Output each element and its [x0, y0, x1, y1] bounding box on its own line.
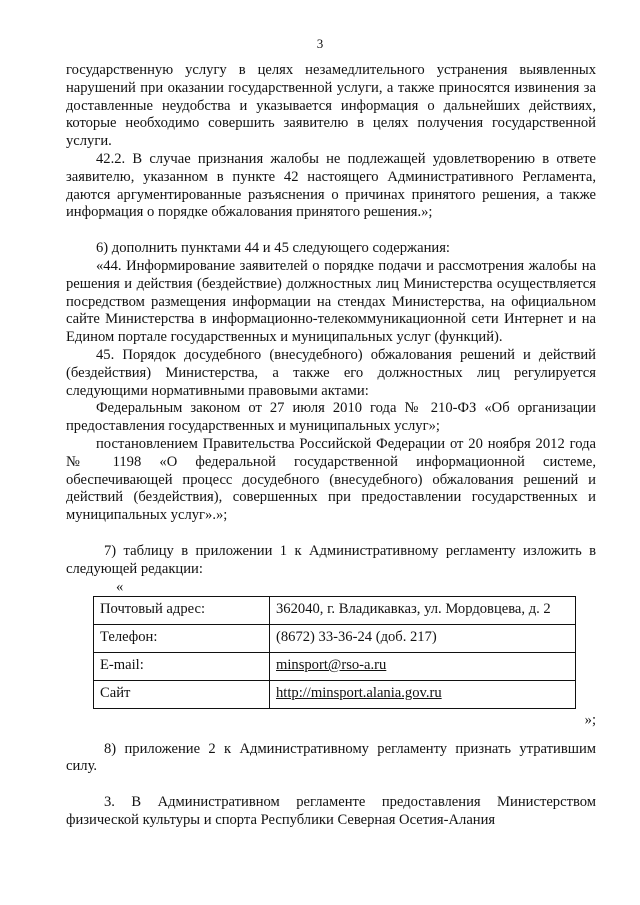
- paragraph-item-7: 7) таблицу в приложении 1 к Административному регламенту изложить в следующей редакции:: [66, 542, 596, 577]
- paragraph-government-resolution: постановлением Правительства Российской Федерации от 20 ноября 2012 года № 1198 «О федеральной государственной информационной системе, обеспечивающей процесс досудебного (внесудебного) обжалования решений и действий (бездействия), совершенных при предоставлении государственных и муниципальных услуг».»;: [66, 435, 596, 524]
- document-body: [66, 62, 596, 830]
- table-row: [94, 680, 576, 708]
- website-label: Сайт: [94, 680, 270, 708]
- table-row: [94, 652, 576, 680]
- paragraph-item-8: 8) приложение 2 к Административному регламенту признать утратившим силу.: [66, 740, 596, 775]
- paragraph-42-2: 42.2. В случае признания жалобы не подлежащей удовлетворению в ответе заявителю, указанном в пункте 42 настоящего Административного Регламента, даются аргументированные разъяснения о причинах принятого решения, а также информация о порядке обжалования принятого решения.»;: [66, 150, 596, 221]
- paragraph-federal-law: Федеральным законом от 27 июля 2010 года № 210-ФЗ «Об организации предоставления государственных и муниципальных услуг»;: [66, 400, 596, 435]
- paragraph-continuation: государственную услугу в целях незамедлительного устранения выявленных нарушений при оказании государственной услуги, а также приносятся извинения за доставленные неудобства и указывается информация о дальнейших действиях, которые необходимо совершить заявителю в целях получения государственной услуги.: [66, 62, 596, 150]
- website-cell: [270, 680, 576, 708]
- phone-value: (8672) 33-36-24 (доб. 217): [270, 624, 576, 652]
- paragraph-45: 45. Порядок досудебного (внесудебного) обжалования решений и действий (бездействия) Министерства, а также его должностных лиц регулируется следующими нормативными правовыми актами:: [66, 346, 596, 399]
- paragraph-44: «44. Информирование заявителей о порядке подачи и рассмотрения жалобы на решения и действия (бездействие) должностных лиц Министерства осуществляется посредством размещения информации на стендах Министерства, на официальном сайте Министерства в информационно-телекоммуникационной сети Интернет и на Едином портале государственных и муниципальных услуг (функций).: [66, 257, 596, 346]
- page-number: 3: [316, 36, 324, 51]
- email-link[interactable]: minsport@rso-a.ru: [276, 657, 387, 674]
- paragraph-item-6: 6) дополнить пунктами 44 и 45 следующего содержания:: [96, 240, 450, 257]
- postal-address-value: 362040, г. Владикавказ, ул. Мордовцева, д. 2: [270, 596, 576, 624]
- quote-open-mark: «: [116, 578, 124, 595]
- table-row: [94, 624, 576, 652]
- contacts-table: [93, 596, 576, 709]
- paragraph-section-3: 3. В Административном регламенте предоставления Министерством физической культуры и спорта Республики Северная Осетия-Алания: [66, 794, 596, 828]
- website-link[interactable]: http://minsport.alania.gov.ru: [276, 685, 442, 702]
- quote-close-mark: »;: [584, 711, 596, 728]
- email-cell: [270, 652, 576, 680]
- email-label: E-mail:: [94, 652, 270, 680]
- phone-label: Телефон:: [94, 624, 270, 652]
- table-row: [94, 596, 576, 624]
- postal-address-label: Почтовый адрес:: [94, 596, 270, 624]
